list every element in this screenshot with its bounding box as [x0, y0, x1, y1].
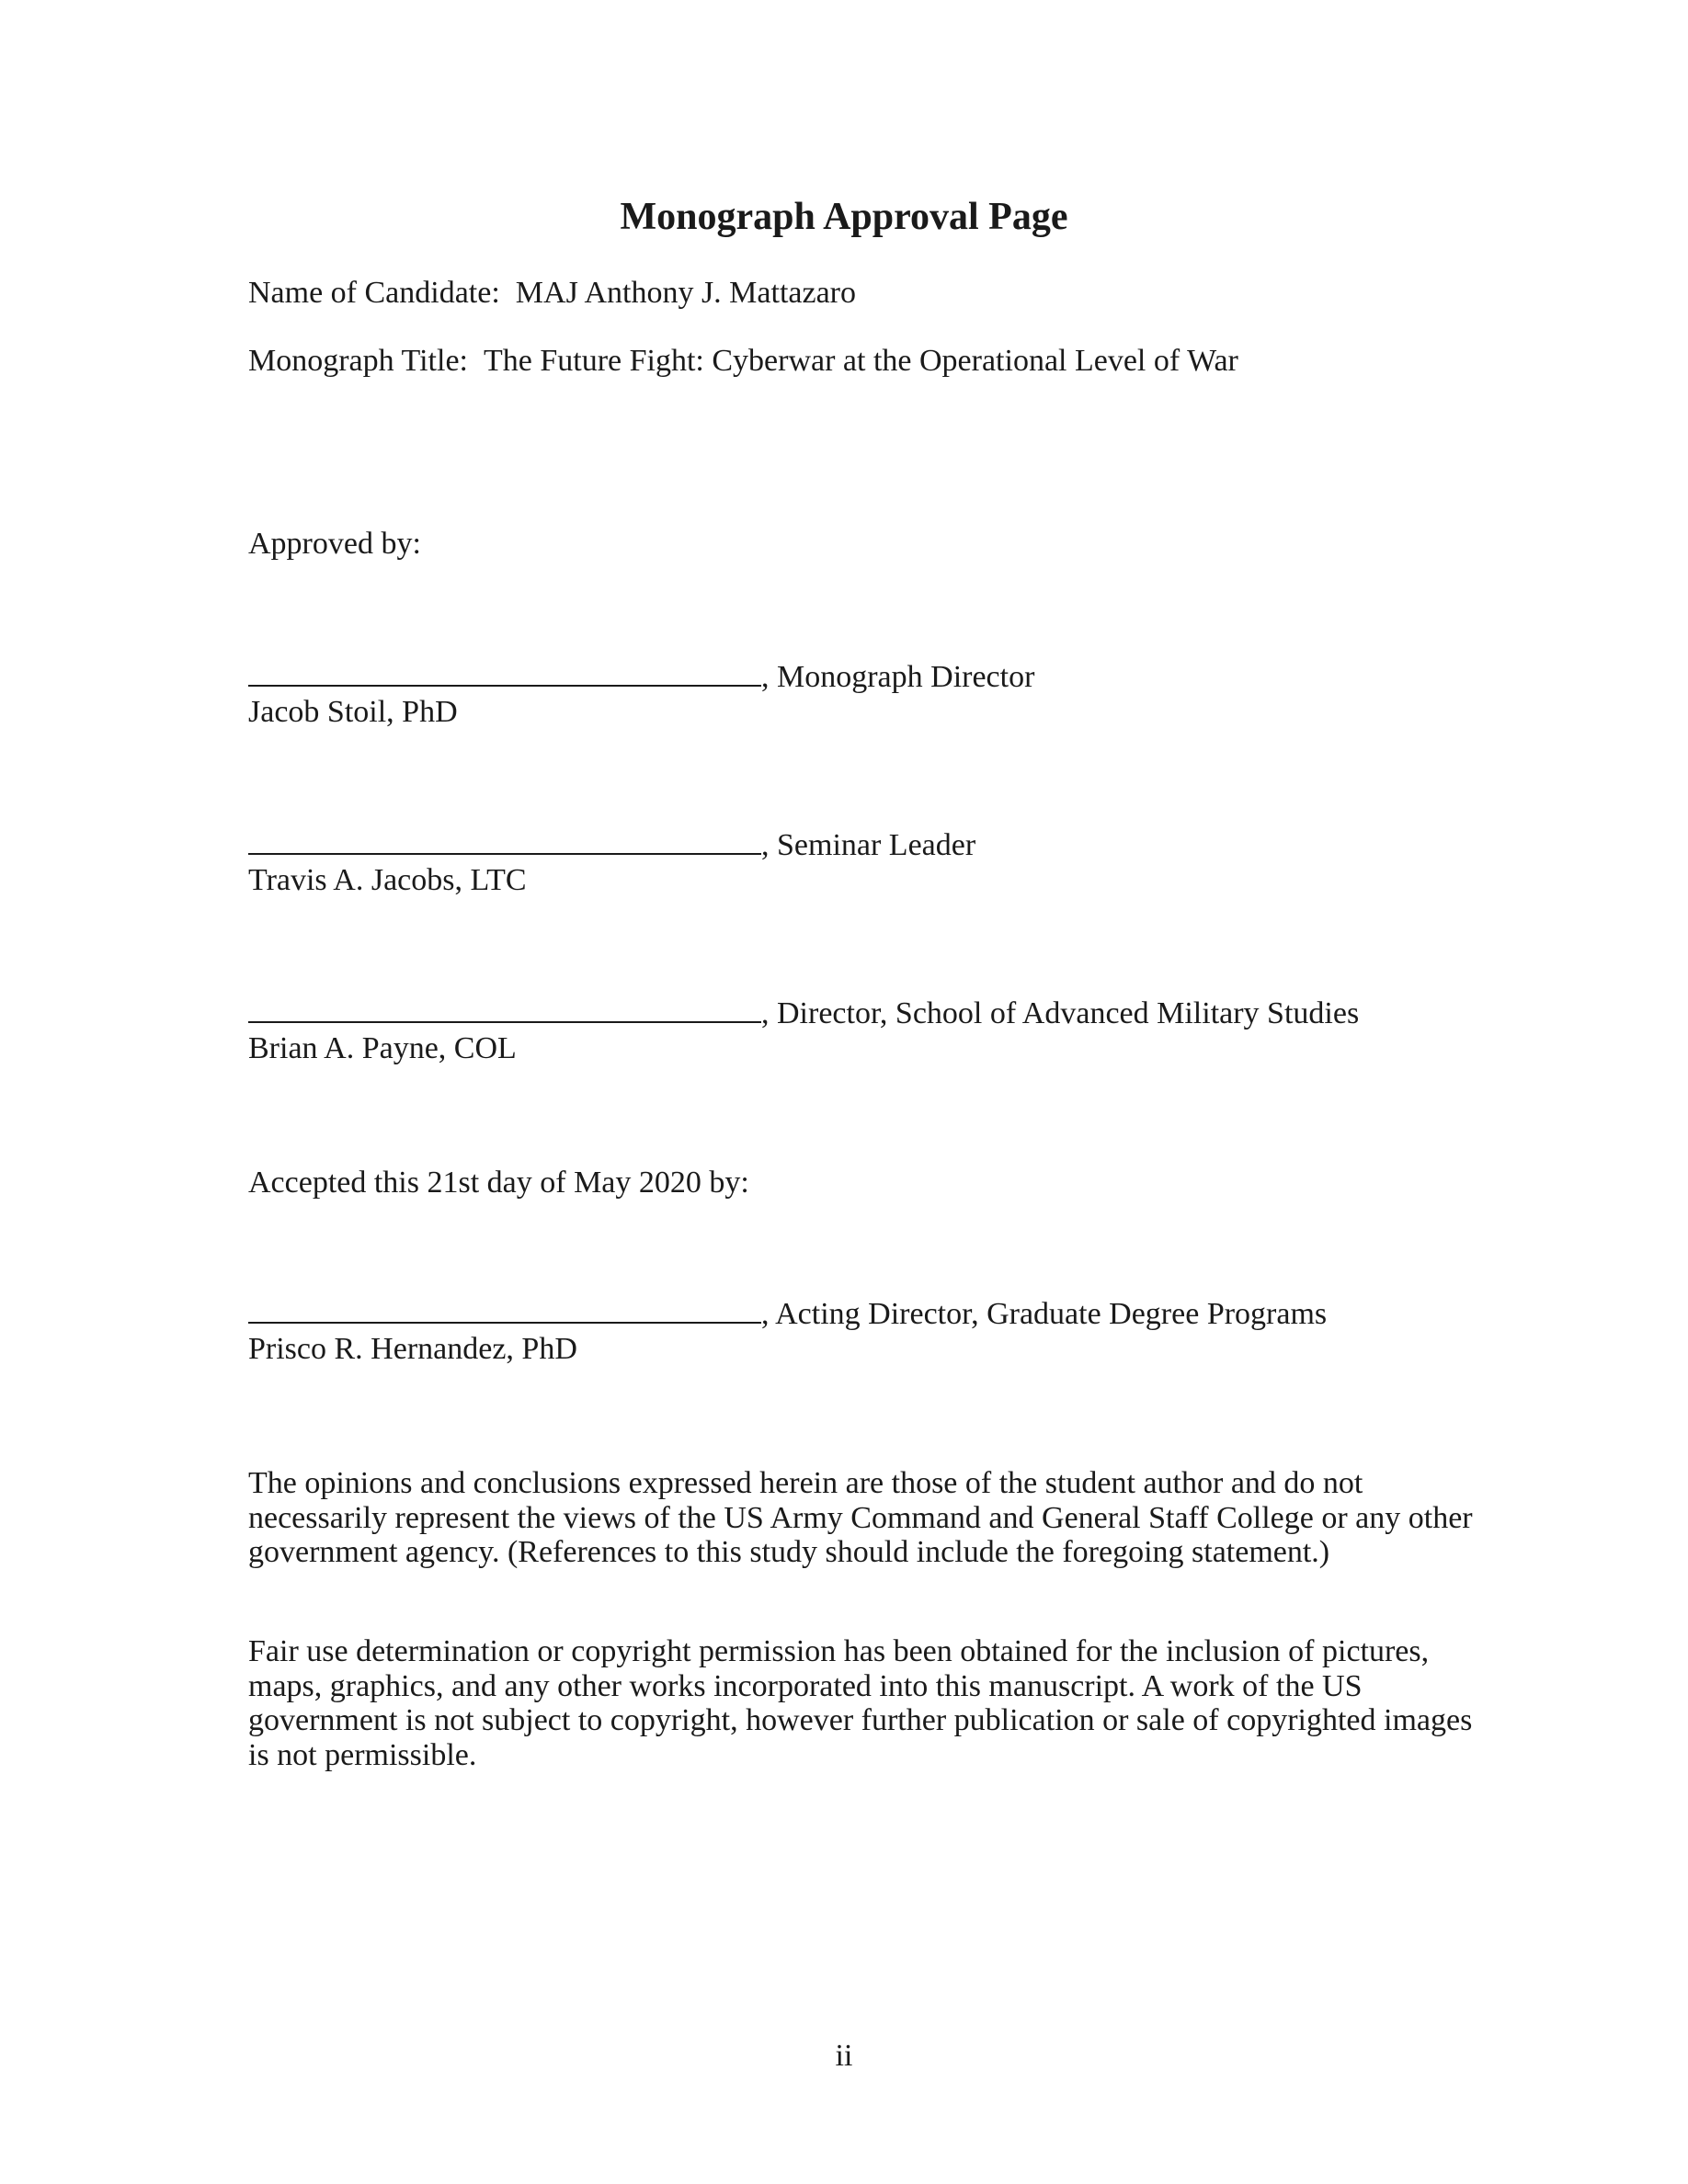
monograph-title-label: Monograph Title: [248, 344, 468, 378]
signature-line-row [248, 828, 975, 863]
page-number: ii [835, 2039, 853, 2073]
monograph-title-row [248, 344, 1238, 379]
signature-role: , Director, School of Advanced Military Studies [761, 996, 1360, 1030]
disclaimer-paragraph [248, 1466, 1471, 1570]
disclaimer-line: government agency. (References to this study should include the foregoing statement.) [248, 1535, 1330, 1569]
candidate-name: MAJ Anthony J. Mattazaro [515, 276, 856, 310]
signature-role: , Monograph Director [761, 660, 1035, 694]
signature-line [248, 829, 761, 855]
fair-use-line: maps, graphics, and any other works incorporated into this manuscript. A work of the US [248, 1668, 1363, 1703]
signature-line-row [248, 660, 1034, 695]
signatory-name: Brian A. Payne, COL [248, 1031, 517, 1065]
signatory-name: Prisco R. Hernandez, PhD [248, 1332, 577, 1366]
candidate-row [248, 276, 856, 311]
signature-line [248, 661, 761, 687]
signature-line [248, 997, 761, 1023]
disclaimer-line: necessarily represent the views of the US Army Command and General Staff College or any other [248, 1500, 1473, 1535]
signature-line-row [248, 996, 1359, 1031]
fair-use-line: government is not subject to copyright, however further publication or sale of copyrighted images [248, 1703, 1473, 1737]
disclaimer-line: The opinions and conclusions expressed herein are those of the student author and do not [248, 1466, 1363, 1500]
candidate-label: Name of Candidate: [248, 276, 500, 310]
signature-line [248, 1298, 761, 1324]
signatory-name: Jacob Stoil, PhD [248, 695, 458, 729]
monograph-title-value: The Future Fight: Cyberwar at the Operational Level of War [483, 344, 1238, 378]
approved-by-label: Approved by: [248, 527, 421, 561]
signature-line-row [248, 1297, 1327, 1332]
signature-role: , Acting Director, Graduate Degree Programs [761, 1297, 1328, 1331]
signatory-name: Travis A. Jacobs, LTC [248, 863, 527, 897]
accepted-label: Accepted this 21st day of May 2020 by: [248, 1166, 749, 1200]
signature-role: , Seminar Leader [761, 828, 976, 862]
fair-use-paragraph [248, 1634, 1471, 1772]
page-title: Monograph Approval Page [620, 196, 1068, 238]
fair-use-line: Fair use determination or copyright permission has been obtained for the inclusion of pictures, [248, 1634, 1430, 1668]
fair-use-line: is not permissible. [248, 1737, 477, 1772]
